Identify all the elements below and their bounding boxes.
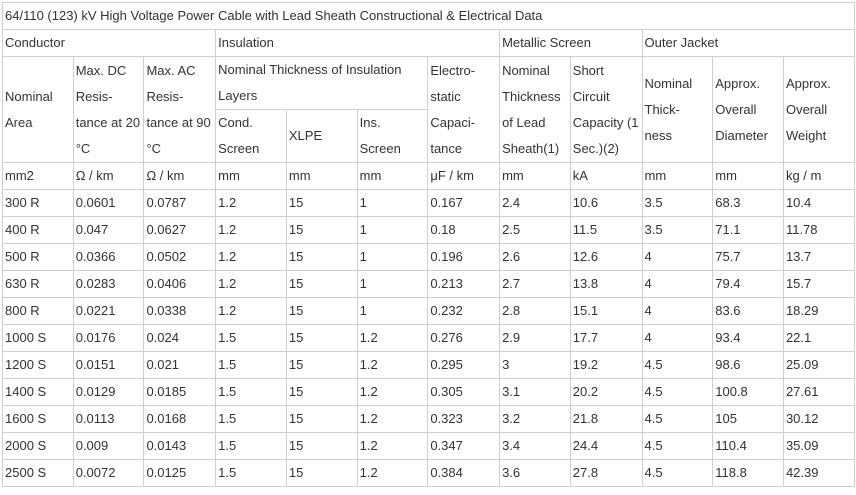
table-cell: 630 R bbox=[3, 271, 74, 298]
table-cell: 0.047 bbox=[73, 217, 144, 244]
table-cell: 3.6 bbox=[500, 460, 571, 487]
table-row bbox=[3, 244, 855, 271]
table-row bbox=[3, 190, 855, 217]
table-cell: 25.09 bbox=[783, 352, 854, 379]
table-cell: 15 bbox=[286, 298, 357, 325]
table-cell: 30.12 bbox=[783, 406, 854, 433]
table-cell: 21.8 bbox=[570, 406, 642, 433]
table-cell: 2000 S bbox=[3, 433, 74, 460]
table-cell: 13.8 bbox=[570, 271, 642, 298]
table-cell: 15 bbox=[286, 460, 357, 487]
table-cell: 24.4 bbox=[570, 433, 642, 460]
unit-cell: mm bbox=[713, 163, 784, 190]
table-cell: 0.0601 bbox=[73, 190, 144, 217]
table-cell: 2.5 bbox=[500, 217, 571, 244]
table-cell: 4 bbox=[642, 298, 713, 325]
table-cell: 0.024 bbox=[144, 325, 216, 352]
table-row bbox=[3, 325, 855, 352]
table-cell: 1 bbox=[357, 244, 428, 271]
header-overall-diameter: Approx. Overall Diameter bbox=[713, 57, 784, 163]
table-cell: 42.39 bbox=[783, 460, 854, 487]
table-cell: 1.2 bbox=[357, 352, 428, 379]
table-cell: 3.5 bbox=[642, 217, 713, 244]
table-cell: 1 bbox=[357, 298, 428, 325]
table-cell: 0.0185 bbox=[144, 379, 216, 406]
table-cell: 1.2 bbox=[216, 271, 287, 298]
table-cell: 15 bbox=[286, 406, 357, 433]
table-cell: 15 bbox=[286, 379, 357, 406]
table-cell: 1600 S bbox=[3, 406, 74, 433]
header-capacitance: Electro- static Capaci- tance bbox=[428, 57, 500, 163]
table-cell: 4.5 bbox=[642, 379, 713, 406]
table-cell: 1400 S bbox=[3, 379, 74, 406]
table-cell: 500 R bbox=[3, 244, 74, 271]
table-cell: 0.323 bbox=[428, 406, 500, 433]
table-cell: 10.4 bbox=[783, 190, 854, 217]
table-cell: 0.276 bbox=[428, 325, 500, 352]
table-cell: 0.384 bbox=[428, 460, 500, 487]
table-cell: 0.0787 bbox=[144, 190, 216, 217]
table-cell: 75.7 bbox=[713, 244, 784, 271]
table-cell: 15 bbox=[286, 244, 357, 271]
table-cell: 0.009 bbox=[73, 433, 144, 460]
table-cell: 4 bbox=[642, 244, 713, 271]
table-cell: 1.2 bbox=[216, 298, 287, 325]
table-cell: 20.2 bbox=[570, 379, 642, 406]
header-nominal-area: Nominal Area bbox=[3, 57, 74, 163]
table-cell: 0.18 bbox=[428, 217, 500, 244]
table-row bbox=[3, 433, 855, 460]
table-cell: 2.8 bbox=[500, 298, 571, 325]
table-cell: 2.7 bbox=[500, 271, 571, 298]
header-ins-screen: Ins. Screen bbox=[357, 110, 428, 163]
table-cell: 0.0221 bbox=[73, 298, 144, 325]
table-cell: 27.8 bbox=[570, 460, 642, 487]
group-conductor: Conductor bbox=[3, 30, 216, 57]
table-cell: 0.196 bbox=[428, 244, 500, 271]
table-cell: 83.6 bbox=[713, 298, 784, 325]
table-cell: 300 R bbox=[3, 190, 74, 217]
unit-cell: mm bbox=[500, 163, 571, 190]
table-row bbox=[3, 271, 855, 298]
unit-cell: mm bbox=[357, 163, 428, 190]
unit-cell: mm2 bbox=[3, 163, 74, 190]
header-lead-sheath: Nominal Thickness of Lead Sheath(1) bbox=[500, 57, 571, 163]
units-row bbox=[3, 163, 855, 190]
table-cell: 1.2 bbox=[216, 190, 287, 217]
table-cell: 118.8 bbox=[713, 460, 784, 487]
table-cell: 1.2 bbox=[216, 217, 287, 244]
table-cell: 1.2 bbox=[357, 406, 428, 433]
table-cell: 0.0502 bbox=[144, 244, 216, 271]
table-row bbox=[3, 298, 855, 325]
table-cell: 15 bbox=[286, 190, 357, 217]
table-cell: 0.0406 bbox=[144, 271, 216, 298]
table-cell: 15 bbox=[286, 325, 357, 352]
table-cell: 0.0072 bbox=[73, 460, 144, 487]
table-cell: 22.1 bbox=[783, 325, 854, 352]
table-cell: 1.5 bbox=[216, 433, 287, 460]
table-cell: 0.0366 bbox=[73, 244, 144, 271]
table-cell: 0.021 bbox=[144, 352, 216, 379]
table-cell: 1 bbox=[357, 217, 428, 244]
table-cell: 0.347 bbox=[428, 433, 500, 460]
table-cell: 35.09 bbox=[783, 433, 854, 460]
unit-cell: mm bbox=[286, 163, 357, 190]
unit-cell: kg / m bbox=[783, 163, 854, 190]
unit-cell: Ω / km bbox=[144, 163, 216, 190]
table-cell: 0.0129 bbox=[73, 379, 144, 406]
table-cell: 4.5 bbox=[642, 352, 713, 379]
table-cell: 15 bbox=[286, 271, 357, 298]
header-nominal-thickness-insulation: Nominal Thickness of Insulation Layers bbox=[216, 57, 428, 110]
table-row bbox=[3, 352, 855, 379]
header-overall-weight: Approx. Overall Weight bbox=[783, 57, 854, 163]
group-insulation: Insulation bbox=[216, 30, 500, 57]
table-cell: 3 bbox=[500, 352, 571, 379]
table-cell: 0.167 bbox=[428, 190, 500, 217]
table-cell: 4 bbox=[642, 271, 713, 298]
table-cell: 68.3 bbox=[713, 190, 784, 217]
table-cell: 105 bbox=[713, 406, 784, 433]
table-cell: 79.4 bbox=[713, 271, 784, 298]
table-cell: 15 bbox=[286, 217, 357, 244]
table-cell: 800 R bbox=[3, 298, 74, 325]
table-cell: 100.8 bbox=[713, 379, 784, 406]
table-cell: 0.0125 bbox=[144, 460, 216, 487]
table-cell: 0.0151 bbox=[73, 352, 144, 379]
table-cell: 1.5 bbox=[216, 352, 287, 379]
table-cell: 4.5 bbox=[642, 460, 713, 487]
table-cell: 13.7 bbox=[783, 244, 854, 271]
header-xlpe: XLPE bbox=[286, 110, 357, 163]
table-cell: 1.5 bbox=[216, 460, 287, 487]
table-cell: 1.2 bbox=[357, 325, 428, 352]
data-rows bbox=[3, 190, 855, 487]
table-cell: 0.0113 bbox=[73, 406, 144, 433]
table-cell: 110.4 bbox=[713, 433, 784, 460]
table-cell: 98.6 bbox=[713, 352, 784, 379]
table-cell: 15.1 bbox=[570, 298, 642, 325]
table-cell: 2.9 bbox=[500, 325, 571, 352]
header-short-circuit: Short Circuit Capacity (1 Sec.)(2) bbox=[570, 57, 642, 163]
table-cell: 93.4 bbox=[713, 325, 784, 352]
table-cell: 0.232 bbox=[428, 298, 500, 325]
table-cell: 1200 S bbox=[3, 352, 74, 379]
table-cell: 0.0143 bbox=[144, 433, 216, 460]
table-cell: 10.6 bbox=[570, 190, 642, 217]
table-cell: 1.5 bbox=[216, 406, 287, 433]
table-row bbox=[3, 460, 855, 487]
table-cell: 0.305 bbox=[428, 379, 500, 406]
header-jacket-thickness: Nominal Thick- ness bbox=[642, 57, 713, 163]
table-cell: 15.7 bbox=[783, 271, 854, 298]
cable-data-table bbox=[2, 2, 855, 487]
table-cell: 2.6 bbox=[500, 244, 571, 271]
table-row bbox=[3, 379, 855, 406]
table-cell: 71.1 bbox=[713, 217, 784, 244]
table-cell: 11.78 bbox=[783, 217, 854, 244]
table-cell: 3.5 bbox=[642, 190, 713, 217]
table-cell: 0.0176 bbox=[73, 325, 144, 352]
table-cell: 15 bbox=[286, 433, 357, 460]
group-outer-jacket: Outer Jacket bbox=[642, 30, 854, 57]
table-cell: 1.5 bbox=[216, 325, 287, 352]
table-cell: 400 R bbox=[3, 217, 74, 244]
table-cell: 27.61 bbox=[783, 379, 854, 406]
table-cell: 1000 S bbox=[3, 325, 74, 352]
table-cell: 0.213 bbox=[428, 271, 500, 298]
table-row bbox=[3, 217, 855, 244]
table-cell: 4 bbox=[642, 325, 713, 352]
table-cell: 11.5 bbox=[570, 217, 642, 244]
table-cell: 4.5 bbox=[642, 406, 713, 433]
unit-cell: mm bbox=[216, 163, 287, 190]
group-metallic-screen: Metallic Screen bbox=[500, 30, 642, 57]
table-cell: 12.6 bbox=[570, 244, 642, 271]
table-cell: 0.295 bbox=[428, 352, 500, 379]
table-cell: 1.2 bbox=[357, 433, 428, 460]
table-cell: 3.2 bbox=[500, 406, 571, 433]
header-cond-screen: Cond. Screen bbox=[216, 110, 287, 163]
table-title: 64/110 (123) kV High Voltage Power Cable with Lead Sheath Constructional & Electrical Data bbox=[3, 3, 855, 30]
table-cell: 0.0338 bbox=[144, 298, 216, 325]
table-cell: 2500 S bbox=[3, 460, 74, 487]
table-cell: 3.4 bbox=[500, 433, 571, 460]
table-row bbox=[3, 406, 855, 433]
table-cell: 15 bbox=[286, 352, 357, 379]
table-cell: 1 bbox=[357, 271, 428, 298]
unit-cell: mm bbox=[642, 163, 713, 190]
table-cell: 17.7 bbox=[570, 325, 642, 352]
unit-cell: Ω / km bbox=[73, 163, 144, 190]
table-cell: 0.0168 bbox=[144, 406, 216, 433]
table-cell: 1.2 bbox=[357, 379, 428, 406]
table-cell: 0.0283 bbox=[73, 271, 144, 298]
header-max-dc-resistance: Max. DC Resis- tance at 20 °C bbox=[73, 57, 144, 163]
header-max-ac-resistance: Max. AC Resis- tance at 90 °C bbox=[144, 57, 216, 163]
table-cell: 0.0627 bbox=[144, 217, 216, 244]
table-cell: 4.5 bbox=[642, 433, 713, 460]
unit-cell: μF / km bbox=[428, 163, 500, 190]
table-cell: 1 bbox=[357, 190, 428, 217]
table-cell: 1.5 bbox=[216, 379, 287, 406]
table-cell: 19.2 bbox=[570, 352, 642, 379]
unit-cell: kA bbox=[570, 163, 642, 190]
table-cell: 18.29 bbox=[783, 298, 854, 325]
table-cell: 2.4 bbox=[500, 190, 571, 217]
table-cell: 1.2 bbox=[357, 460, 428, 487]
table-cell: 3.1 bbox=[500, 379, 571, 406]
table-cell: 1.2 bbox=[216, 244, 287, 271]
